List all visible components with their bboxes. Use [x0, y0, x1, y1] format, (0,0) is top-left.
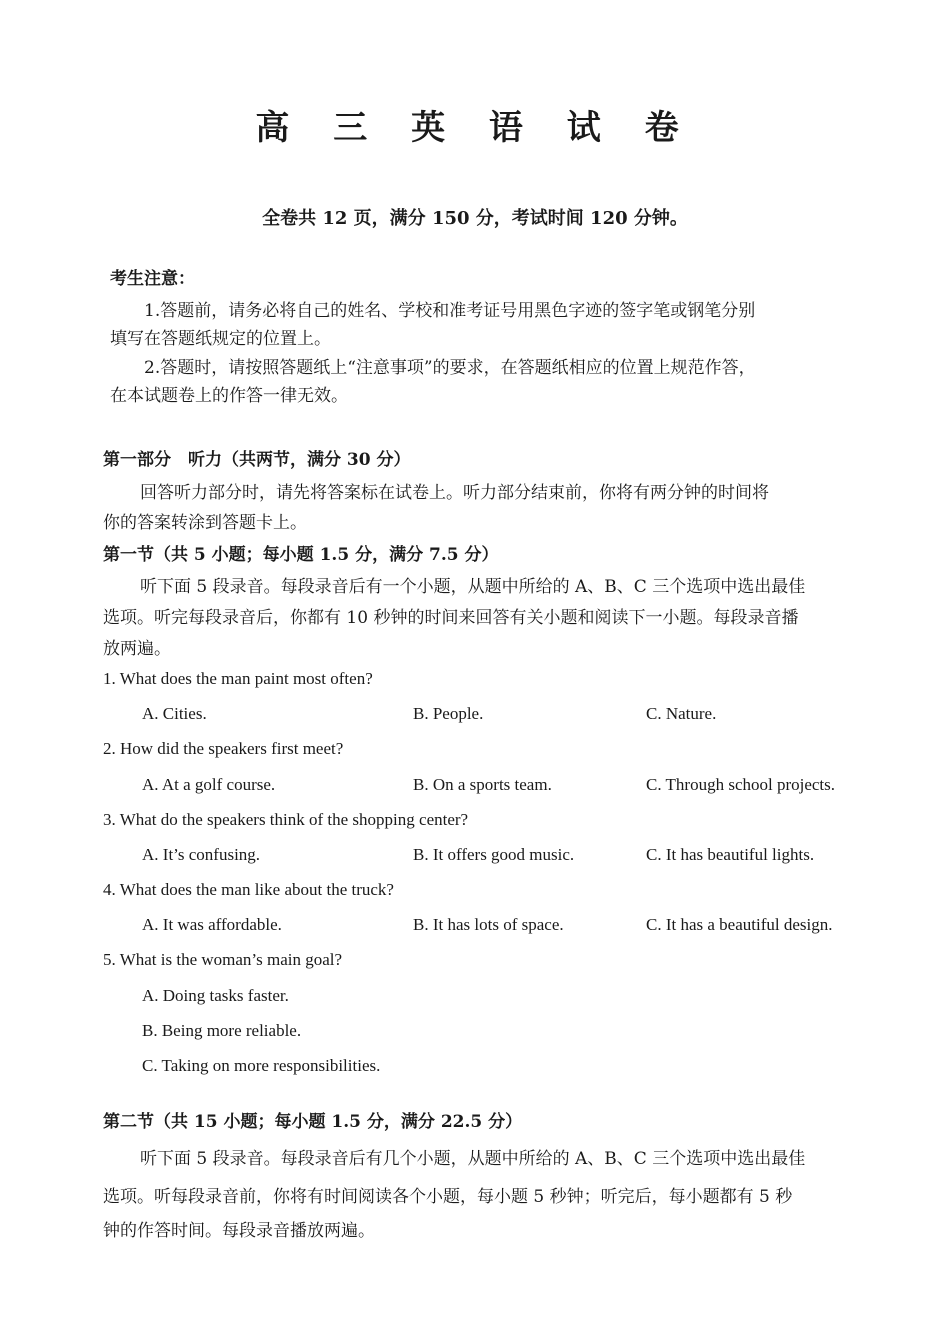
section1-intro-line-3: 放两遍。 [103, 639, 171, 659]
question-5-stem: 5. What is the woman’s main goal? [103, 950, 343, 969]
question-4-stem: 4. What does the man like about the truck? [103, 880, 394, 899]
question-4-option-a: A. It was affordable. [142, 915, 282, 934]
question-1-option-b: B. People. [413, 704, 484, 723]
question-3-option-b: B. It offers good music. [413, 845, 575, 864]
page-title: 高 三 英 语 试 卷 [255, 108, 695, 148]
question-4-option-b: B. It has lots of space. [413, 915, 564, 934]
question-1-stem: 1. What does the man paint most often? [103, 669, 373, 688]
section1-intro-line-2: 选项。听完每段录音后，你都有 10 秒钟的时间来回答有关小题和阅读下一小题。每段录音播 [103, 608, 799, 628]
question-2-stem: 2. How did the speakers first meet? [103, 739, 344, 758]
part1-intro-line-1: 回答听力部分时，请先将答案标在试卷上。听力部分结束前，你将有两分钟的时间将 [140, 483, 769, 503]
question-2-option-c: C. Through school projects. [646, 775, 836, 794]
question-1-option-a: A. Cities. [142, 704, 207, 723]
part1-heading: 第一部分 听力（共两节，满分 30 分） [103, 450, 411, 470]
section1-heading: 第一节（共 5 小题；每小题 1.5 分，满分 7.5 分） [103, 545, 499, 565]
section2-intro-line-3: 钟的作答时间。每段录音播放两遍。 [103, 1221, 375, 1241]
part1-intro-line-2: 你的答案转涂到答题卡上。 [103, 513, 307, 533]
notice-item-2-line-1: 2.答题时，请按照答题纸上“注意事项”的要求，在答题纸相应的位置上规范作答， [144, 358, 756, 378]
notice-heading: 考生注意： [110, 269, 195, 289]
section1-intro-line-1: 听下面 5 段录音。每段录音后有一个小题，从题中所给的 A、B、C 三个选项中选出最佳 [140, 577, 806, 597]
section2-intro-line-1: 听下面 5 段录音。每段录音后有几个小题，从题中所给的 A、B、C 三个选项中选出最佳 [140, 1149, 806, 1169]
question-2-option-b: B. On a sports team. [413, 775, 552, 794]
question-5-option-a: A. Doing tasks faster. [142, 986, 289, 1005]
question-5-option-c: C. Taking on more responsibilities. [142, 1056, 381, 1075]
question-5-option-b: B. Being more reliable. [142, 1021, 302, 1040]
notice-item-1-line-1: 1.答题前，请务必将自己的姓名、学校和准考证号用黑色字迹的签字笔或钢笔分别 [144, 301, 756, 321]
section2-heading: 第二节（共 15 小题；每小题 1.5 分，满分 22.5 分） [103, 1112, 523, 1132]
exam-info: 全卷共 12 页，满分 150 分，考试时间 120 分钟。 [262, 208, 688, 229]
question-2-option-a: A. At a golf course. [142, 775, 276, 794]
notice-item-1-line-2: 填写在答题纸规定的位置上。 [110, 329, 331, 349]
notice-item-2-line-2: 在本试题卷上的作答一律无效。 [110, 386, 348, 406]
question-4-option-c: C. It has a beautiful design. [646, 915, 833, 934]
question-3-stem: 3. What do the speakers think of the shopping center? [103, 810, 469, 829]
question-3-option-c: C. It has beautiful lights. [646, 845, 815, 864]
section2-intro-line-2: 选项。听每段录音前，你将有时间阅读各个小题，每小题 5 秒钟；听完后，每小题都有 5 秒 [103, 1187, 793, 1207]
question-1-option-c: C. Nature. [646, 704, 717, 723]
question-3-option-a: A. It’s confusing. [142, 845, 261, 864]
